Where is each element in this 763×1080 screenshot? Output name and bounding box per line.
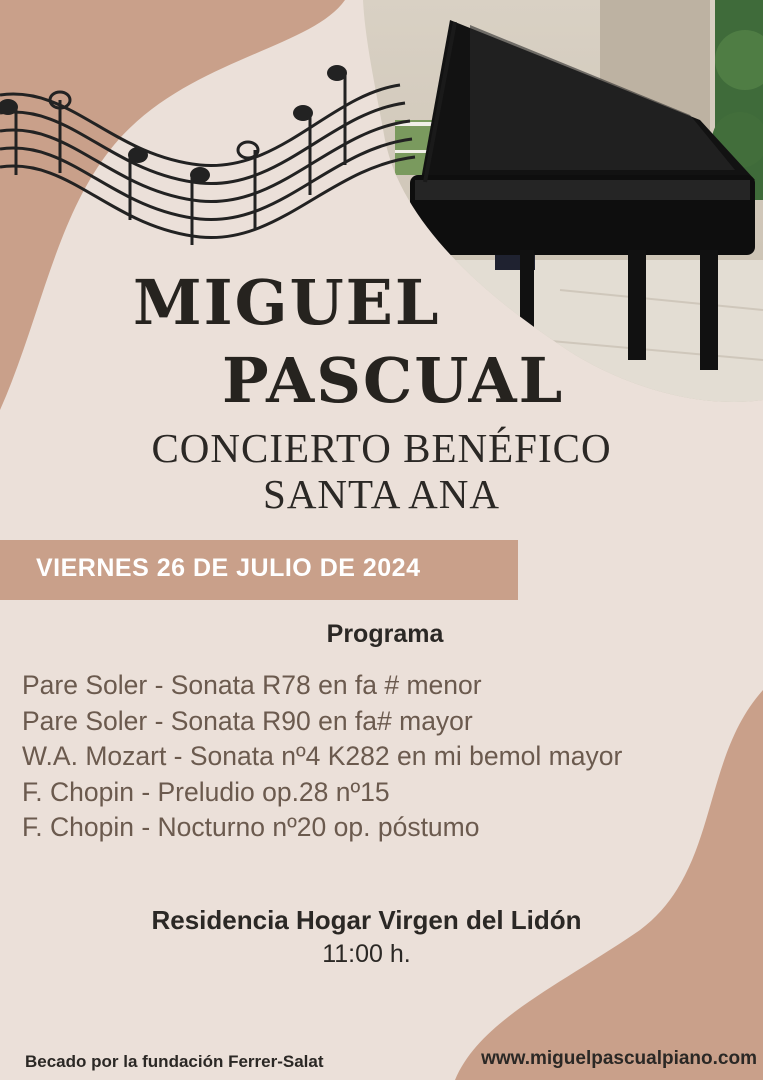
program-list bbox=[22, 668, 622, 846]
program-item: F. Chopin - Preludio op.28 nº15 bbox=[22, 776, 390, 807]
date-banner bbox=[0, 540, 518, 600]
program-item: Pare Soler - Sonata R90 en fa# mayor bbox=[22, 705, 473, 736]
performer-last-name: PASCUAL bbox=[222, 344, 565, 417]
website-link[interactable]: www.miguelpascualpiano.com bbox=[481, 1048, 757, 1069]
program-heading: Programa bbox=[326, 620, 444, 648]
performer-first-name: MIGUEL bbox=[133, 266, 441, 339]
sponsor-note: Becado por la fundación Ferrer-Salat bbox=[25, 1052, 324, 1071]
music-staff-icon bbox=[0, 55, 420, 265]
program-item: F. Chopin - Nocturno nº20 op. póstumo bbox=[22, 812, 480, 842]
concert-subtitle-line2: SANTA ANA bbox=[263, 471, 500, 517]
date-text: VIERNES 26 DE JULIO DE 2024 bbox=[36, 554, 421, 582]
venue-name: Residencia Hogar Virgen del Lidón bbox=[151, 905, 582, 935]
program-item: W.A. Mozart - Sonata nº4 K282 en mi bemol mayor bbox=[22, 741, 623, 771]
concert-subtitle-line1: CONCIERTO BENÉFICO bbox=[151, 425, 612, 471]
program-item: Pare Soler - Sonata R78 en fa # menor bbox=[22, 670, 482, 700]
concert-time: 11:00 h. bbox=[322, 940, 411, 968]
